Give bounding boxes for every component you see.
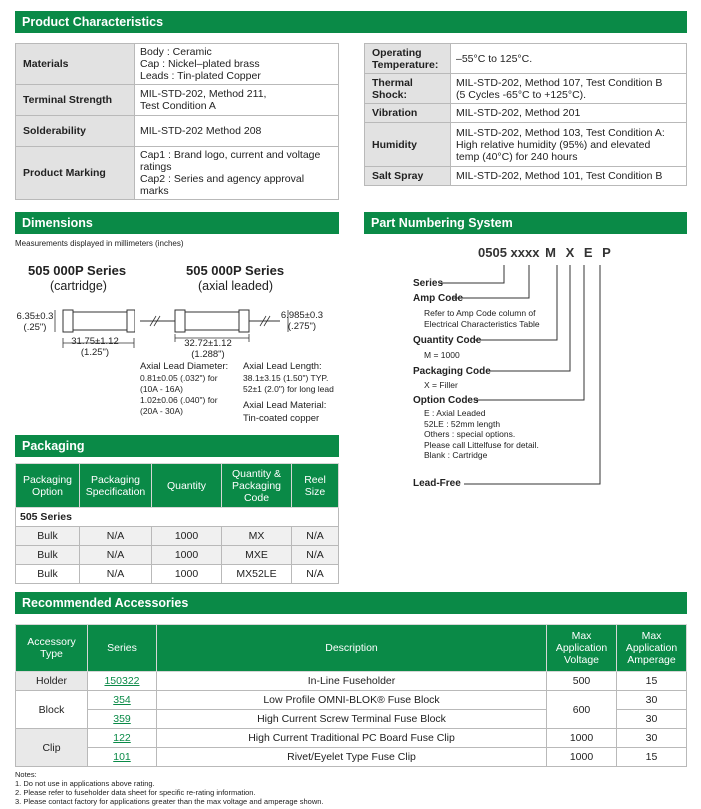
acc-type-block: Block [16, 691, 88, 729]
table-row [16, 672, 687, 691]
pack-col-option: Packaging Option [16, 464, 80, 508]
code-quantity: M [545, 245, 556, 260]
acc-volt: 1000 [547, 748, 617, 767]
char-label: Operating Temperature: [365, 44, 451, 74]
axial-length-label: 32.72±1.12 (1.288") [184, 338, 232, 360]
char-label: Materials [16, 44, 135, 85]
pack-cell: 1000 [152, 565, 222, 584]
code-option: E [583, 245, 593, 260]
char-value: MIL-STD-202, Method 103, Test Condition A: High relative humidity (95%) and elevated temp (40°C) for 240 hours [451, 123, 687, 167]
cartridge-title: 505 000P Series [28, 263, 127, 278]
pn-series-label: Series [413, 278, 444, 289]
acc-col-description: Description [157, 625, 547, 672]
accessories-table [15, 624, 687, 767]
acc-volt: 500 [547, 672, 617, 691]
pn-amp-label: Amp Code [413, 293, 463, 304]
pn-quantity-desc: M = 1000 [424, 350, 460, 360]
lead-diameter-title: Axial Lead Diameter: [140, 361, 229, 372]
acc-desc: High Current Traditional PC Board Fuse Clip [157, 729, 547, 748]
characteristics-right-table [364, 43, 687, 186]
pack-cell: N/A [292, 527, 339, 546]
char-value: Cap1 : Brand logo, current and voltage ratings Cap2 : Series and agency approval marks [135, 147, 339, 200]
packaging-table [15, 463, 339, 584]
code-leadfree: P [602, 245, 611, 260]
pack-cell: 1000 [152, 546, 222, 565]
lead-length-1: 38.1±3.15 (1.50") TYP. 52±1 (2.0") for long lead [243, 373, 334, 394]
pack-cell: MX [222, 527, 292, 546]
pack-col-reel: Reel Size [292, 464, 339, 508]
pn-packaging-desc: X = Filler [424, 380, 458, 390]
pack-col-code: Quantity & Packaging Code [222, 464, 292, 508]
char-label: Humidity [365, 123, 451, 167]
pack-cell: Bulk [16, 565, 80, 584]
char-label: Product Marking [16, 147, 135, 200]
pack-col-quantity: Quantity [152, 464, 222, 508]
pack-cell: N/A [80, 546, 152, 565]
series-link-101[interactable]: 101 [113, 751, 131, 763]
lead-material: Tin-coated copper [243, 413, 320, 424]
lead-diameter-1: 0.81±0.05 (.032") for (10A - 16A) [140, 373, 218, 394]
accessories-header: Recommended Accessories [15, 592, 687, 614]
acc-amp: 30 [617, 691, 687, 710]
char-value: MIL-STD-202, Method 201 [451, 104, 687, 123]
table-row [16, 546, 339, 565]
char-label: Vibration [365, 104, 451, 123]
acc-desc: Low Profile OMNI-BLOK® Fuse Block [157, 691, 547, 710]
acc-col-voltage: Max Application Voltage [547, 625, 617, 672]
pn-amp-desc: Refer to Amp Code column of Electrical Characteristics Table [424, 308, 540, 329]
acc-type-holder: Holder [16, 672, 88, 691]
pn-option-label: Option Codes [413, 395, 479, 406]
notes: Notes: 1. Do not use in applications above rating. 2. Please refer to fuseholder data sheet for specific re-rating information. 3. Please contact factory for applications greater than the max voltage and amperage shown. [15, 770, 324, 806]
char-value: MIL-STD-202, Method 101, Test Condition B [451, 167, 687, 186]
acc-amp: 15 [617, 672, 687, 691]
series-link-354[interactable]: 354 [113, 694, 131, 706]
char-label: Solderability [16, 116, 135, 147]
pack-cell: N/A [80, 527, 152, 546]
table-row [16, 748, 687, 767]
axial-diameter-label: 6.985±0.3 (.275") [280, 310, 324, 332]
table-row [16, 565, 339, 584]
char-label: Thermal Shock: [365, 74, 451, 104]
product-characteristics-header: Product Characteristics [15, 11, 687, 33]
code-packaging: X [565, 245, 575, 260]
char-value: Body : Ceramic Cap : Nickel–plated brass Leads : Tin-plated Copper [135, 44, 339, 85]
table-row [16, 527, 339, 546]
char-label: Salt Spray [365, 167, 451, 186]
pack-subheader: 505 Series [16, 508, 339, 527]
acc-desc: Rivet/Eyelet Type Fuse Clip [157, 748, 547, 767]
pn-leadfree-label: Lead-Free [413, 478, 461, 489]
acc-col-type: Accessory Type [16, 625, 88, 672]
code-amp: xxxx [510, 245, 540, 260]
acc-amp: 30 [617, 729, 687, 748]
cartridge-subtitle: (cartridge) [50, 279, 107, 293]
pack-cell: N/A [292, 565, 339, 584]
acc-volt: 600 [547, 691, 617, 729]
pn-quantity-label: Quantity Code [413, 335, 482, 346]
char-value: MIL-STD-202, Method 107, Test Condition B (5 Cycles -65°C to +125°C). [451, 74, 687, 104]
acc-volt: 1000 [547, 729, 617, 748]
table-row [16, 691, 687, 710]
axial-subtitle: (axial leaded) [198, 279, 274, 293]
table-row [16, 729, 687, 748]
pack-cell: N/A [292, 546, 339, 565]
cartridge-length-label: 31.75±1.12 (1.25") [71, 336, 119, 358]
pn-packaging-label: Packaging Code [413, 366, 491, 377]
dimensions-header: Dimensions [15, 212, 339, 234]
acc-type-clip: Clip [16, 729, 88, 767]
part-numbering-header: Part Numbering System [364, 212, 687, 234]
pack-cell: N/A [80, 565, 152, 584]
pack-cell: MXE [222, 546, 292, 565]
acc-col-series: Series [88, 625, 157, 672]
char-label: Terminal Strength [16, 85, 135, 116]
acc-amp: 30 [617, 710, 687, 729]
pack-col-spec: Packaging Specification [80, 464, 152, 508]
pn-option-desc: E : Axial Leaded 52LE : 52mm length Others : special options. Please call Littelfuse for detail. Blank : Cartridge [424, 408, 539, 460]
acc-amp: 15 [617, 748, 687, 767]
acc-desc: High Current Screw Terminal Fuse Block [157, 710, 547, 729]
cartridge-diameter-label: 6.35±0.3 (.25") [16, 311, 54, 333]
acc-col-amperage: Max Application Amperage [617, 625, 687, 672]
char-value: MIL-STD-202 Method 208 [135, 116, 339, 147]
char-value: –55°C to 125°C. [451, 44, 687, 74]
pack-cell: 1000 [152, 527, 222, 546]
pack-cell: MX52LE [222, 565, 292, 584]
lead-material-title: Axial Lead Material: [243, 400, 327, 411]
axial-title: 505 000P Series [186, 263, 285, 278]
acc-desc: In-Line Fuseholder [157, 672, 547, 691]
char-value: MIL-STD-202, Method 211, Test Condition A [135, 85, 339, 116]
series-link-359[interactable]: 359 [113, 713, 131, 725]
lead-diameter-2: 1.02±0.06 (.040") for (20A - 30A) [140, 395, 218, 416]
pack-cell: Bulk [16, 527, 80, 546]
pack-cell: Bulk [16, 546, 80, 565]
characteristics-left-table [15, 43, 339, 200]
series-link-122[interactable]: 122 [113, 732, 131, 744]
packaging-header: Packaging [15, 435, 339, 457]
series-link-150322[interactable]: 150322 [104, 675, 140, 687]
lead-length-title: Axial Lead Length: [243, 361, 322, 372]
code-series: 0505 [478, 245, 507, 260]
dimensions-note: Measurements displayed in millimeters (inches) [15, 239, 184, 248]
